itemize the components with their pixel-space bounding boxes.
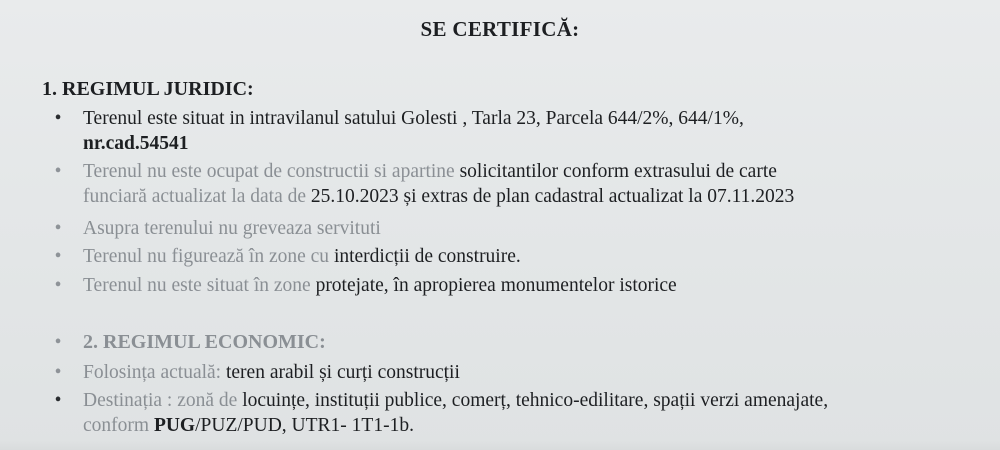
list-item	[48, 244, 998, 269]
list-item-text-bold: PUG	[153, 415, 196, 436]
list-item-text-line2: nr.cad.54541	[83, 133, 189, 154]
bullet-icon: •	[54, 332, 62, 353]
list-item-text: solicitantilor conform extrasului de carte	[454, 161, 777, 182]
list-item-text-faded: Asupra terenului nu greveaza servituti	[83, 218, 381, 239]
list-item	[48, 360, 998, 385]
list-item	[48, 159, 998, 209]
list-item	[48, 106, 998, 156]
list-item-text-faded: Terenul nu este situat în zone	[83, 275, 311, 296]
list-item-text-faded: Terenul nu este ocupat de constructii si apartine	[83, 161, 455, 182]
list-item	[48, 388, 998, 438]
list-item-text: teren arabil și curți construcții	[221, 362, 460, 383]
list-item-text-faded: conform	[83, 415, 154, 436]
section-heading-regimul-juridic: 1. REGIMUL JURIDIC:	[42, 78, 254, 100]
bullet-icon: •	[54, 161, 62, 182]
bullet-icon: •	[54, 390, 62, 411]
bullet-icon: •	[54, 108, 62, 129]
list-item-text: /PUZ/PUD, UTR1- 1T1-1b.	[195, 415, 414, 436]
document-title: SE CERTIFICĂ:	[420, 17, 580, 41]
list-item-text: Terenul este situat in intravilanul satului Golesti , Tarla 23, Parcela 644/2%, 644/1%,	[83, 108, 744, 129]
list-item	[48, 216, 998, 241]
bullet-icon: •	[54, 275, 62, 296]
list-item-text-faded: Folosința actuală:	[83, 362, 222, 383]
list-item-text: interdicții de construire.	[329, 246, 521, 267]
list-item-text: 25.10.2023 și extras de plan cadastral actualizat la 07.11.2023	[306, 186, 795, 207]
list-item-text-faded: Destinația : zonă de	[83, 390, 238, 411]
bottom-shadow	[0, 440, 1000, 450]
list-item-text-faded: funciară actualizat la data de	[83, 186, 307, 207]
bullet-icon: •	[54, 246, 62, 267]
list-item-text: protejate, în apropierea monumentelor istorice	[310, 275, 677, 296]
bullet-icon: •	[54, 362, 62, 383]
list-item-text: locuințe, instituții publice, comerț, tehnico-edilitare, spații verzi amenajate,	[237, 390, 829, 411]
section-heading-regimul-economic: 2. REGIMUL ECONOMIC:	[83, 331, 326, 353]
bullet-icon: •	[54, 218, 62, 239]
section-heading-regimul-economic-row	[48, 330, 998, 355]
list-item-text-faded: Terenul nu figurează în zone cu	[83, 246, 330, 267]
list-item	[48, 273, 998, 298]
